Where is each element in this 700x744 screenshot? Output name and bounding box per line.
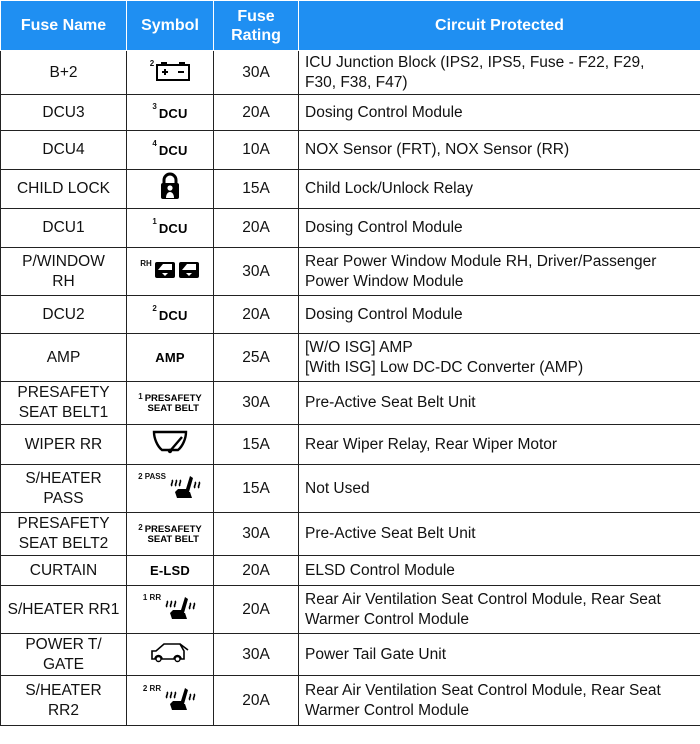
circuit-text: Pre-Active Seat Belt Unit xyxy=(305,394,476,411)
fuse-name-text: AMP xyxy=(46,348,81,366)
symbol-cell xyxy=(127,586,214,634)
battery-icon xyxy=(156,61,190,87)
power-tailgate-icon xyxy=(149,640,191,670)
fuse-name-cell xyxy=(1,248,127,296)
fuse-rating-cell: 15A xyxy=(214,425,299,465)
fuse-rating-cell: 20A xyxy=(214,209,299,248)
table-row xyxy=(1,296,700,334)
fuse-name-text: CURTAIN xyxy=(29,561,98,579)
fuse-name-text: DCU2 xyxy=(42,305,85,323)
fuse-rating-cell: 25A xyxy=(214,334,299,382)
table-row xyxy=(1,513,700,556)
symbol-text: SEAT BELT xyxy=(147,534,199,545)
circuit-protected-cell xyxy=(299,334,700,382)
fuse-name-cell xyxy=(1,131,127,170)
fuse-rating-cell: 15A xyxy=(214,170,299,209)
rear-wiper-icon xyxy=(151,429,189,461)
circuit-text: ICU Junction Block (IPS2, IPS5, Fuse - F22, F29, xyxy=(305,53,645,71)
symbol-number: 1 xyxy=(138,392,143,401)
table-row xyxy=(1,95,700,131)
circuit-text: [W/O ISG] AMP xyxy=(305,338,413,356)
table-row xyxy=(1,634,700,676)
symbol-number: 1 RR xyxy=(142,592,162,602)
fuse-rating-cell: 20A xyxy=(214,586,299,634)
fuse-name-cell xyxy=(1,95,127,131)
circuit-protected-cell xyxy=(299,676,700,726)
table-row xyxy=(1,382,700,425)
circuit-protected-cell xyxy=(299,51,700,95)
symbol-number: 2 PASS xyxy=(138,471,166,481)
fuse-name-cell xyxy=(1,634,127,676)
circuit-text: Power Window Module xyxy=(305,272,464,290)
symbol-cell xyxy=(127,209,214,248)
fuse-rating-cell: 30A xyxy=(214,248,299,296)
fuse-name-text: RH xyxy=(52,272,75,290)
symbol-cell xyxy=(127,296,214,334)
symbol-cell xyxy=(127,513,214,556)
fuse-rating-cell: 30A xyxy=(214,513,299,556)
table-row xyxy=(1,676,700,726)
fuse-rating-cell: 10A xyxy=(214,131,299,170)
fuse-name-cell xyxy=(1,51,127,95)
fuse-rating-cell: 20A xyxy=(214,676,299,726)
fuse-name-text: PRESAFETY xyxy=(17,515,110,532)
fuse-name-text: DCU1 xyxy=(42,219,85,236)
circuit-text: Rear Power Window Module RH, Driver/Passenger xyxy=(305,252,657,270)
circuit-protected-cell xyxy=(299,586,700,634)
circuit-text: [With ISG] Low DC-DC Converter (AMP) xyxy=(305,358,584,376)
circuit-protected-cell xyxy=(299,425,700,465)
circuit-protected-cell xyxy=(299,513,700,556)
fuse-rating-cell: 30A xyxy=(214,51,299,95)
circuit-text: Power Tail Gate Unit xyxy=(305,645,446,663)
circuit-protected-cell xyxy=(299,95,700,131)
circuit-protected-cell xyxy=(299,382,700,425)
symbol-text: AMP xyxy=(155,349,185,365)
fuse-name-cell xyxy=(1,382,127,425)
fuse-name-text: S/HEATER xyxy=(25,681,102,699)
symbol-text: DCU xyxy=(158,105,188,121)
circuit-text: Not Used xyxy=(305,479,370,497)
circuit-text: Rear Wiper Relay, Rear Wiper Motor xyxy=(305,435,558,453)
circuit-protected-cell xyxy=(299,296,700,334)
circuit-text: Rear Air Ventilation Seat Control Module, Rear Seat xyxy=(305,590,661,608)
symbol-cell xyxy=(127,634,214,676)
child-lock-icon xyxy=(160,172,180,206)
table-row xyxy=(1,51,700,95)
fuse-name-text: WIPER RR xyxy=(24,435,103,453)
circuit-protected-cell xyxy=(299,634,700,676)
table-row xyxy=(1,131,700,170)
symbol-cell xyxy=(127,382,214,425)
symbol-cell xyxy=(127,556,214,586)
fuse-name-text: PASS xyxy=(43,489,84,507)
fuse-rating-cell: 30A xyxy=(214,382,299,425)
seat-heater-icon xyxy=(163,595,197,627)
circuit-protected-cell xyxy=(299,248,700,296)
symbol-cell xyxy=(127,676,214,726)
symbol-cell xyxy=(127,248,214,296)
circuit-text: Dosing Control Module xyxy=(305,219,463,236)
circuit-text: Dosing Control Module xyxy=(305,103,463,121)
circuit-text: Rear Air Ventilation Seat Control Module, Rear Seat xyxy=(305,681,661,699)
fuse-rating-cell: 20A xyxy=(214,296,299,334)
table-row xyxy=(1,586,700,634)
fuse-name-text: POWER T/ xyxy=(25,635,102,653)
table-row xyxy=(1,209,700,248)
fuse-name-cell xyxy=(1,425,127,465)
fuse-name-text: RR2 xyxy=(47,701,79,719)
symbol-number: 3 xyxy=(152,101,157,111)
symbol-cell xyxy=(127,51,214,95)
symbol-text: DCU xyxy=(158,307,188,323)
header-fuse-rating-line2: Rating xyxy=(231,26,281,44)
header-fuse-rating-line1: Fuse xyxy=(237,7,275,25)
symbol-number: 2 xyxy=(149,58,155,68)
fuse-name-text: CHILD LOCK xyxy=(16,180,111,197)
symbol-number: 4 xyxy=(152,139,157,148)
symbol-text: PRESAFETY xyxy=(144,393,202,404)
circuit-text: ELSD Control Module xyxy=(305,561,455,579)
circuit-text: NOX Sensor (FRT), NOX Sensor (RR) xyxy=(305,141,570,158)
fuse-name-cell xyxy=(1,209,127,248)
fuse-name-cell xyxy=(1,556,127,586)
circuit-protected-cell xyxy=(299,131,700,170)
table-row xyxy=(1,170,700,209)
fuse-name-text: B+2 xyxy=(49,63,78,81)
circuit-text: F30, F38, F47) xyxy=(305,73,408,91)
header-symbol: Symbol xyxy=(127,1,214,51)
symbol-number: RH xyxy=(140,258,152,268)
header-row xyxy=(1,1,700,51)
fuse-name-cell xyxy=(1,586,127,634)
fuse-name-cell xyxy=(1,334,127,382)
fuse-name-text: PRESAFETY xyxy=(17,384,110,401)
fuse-rating-cell: 20A xyxy=(214,556,299,586)
circuit-text: Child Lock/Unlock Relay xyxy=(305,180,473,197)
symbol-cell xyxy=(127,425,214,465)
symbol-number: 2 xyxy=(152,303,157,313)
symbol-text: PRESAFETY xyxy=(144,524,202,535)
symbol-number: 1 xyxy=(152,217,157,226)
symbol-text: SEAT BELT xyxy=(147,403,199,414)
fuse-name-cell xyxy=(1,465,127,513)
header-fuse-rating xyxy=(214,1,299,51)
symbol-text: DCU xyxy=(158,143,188,158)
header-fuse-name: Fuse Name xyxy=(1,1,127,51)
symbol-number: 2 RR xyxy=(142,683,162,693)
symbol-cell xyxy=(127,131,214,170)
table-row xyxy=(1,556,700,586)
table-row xyxy=(1,248,700,296)
fuse-name-text: S/HEATER RR1 xyxy=(7,600,120,618)
header-circuit-protected: Circuit Protected xyxy=(299,1,700,51)
seat-heater-icon xyxy=(163,686,197,718)
circuit-text: Warmer Control Module xyxy=(305,610,469,628)
circuit-text: Warmer Control Module xyxy=(305,701,469,719)
circuit-protected-cell xyxy=(299,209,700,248)
fuse-rating-cell: 30A xyxy=(214,634,299,676)
circuit-text: Pre-Active Seat Belt Unit xyxy=(305,525,476,542)
fuse-name-cell xyxy=(1,513,127,556)
fuse-name-cell xyxy=(1,170,127,209)
symbol-text: E-LSD xyxy=(150,562,190,578)
fuse-name-cell xyxy=(1,296,127,334)
fuse-name-text: SEAT BELT1 xyxy=(18,404,109,421)
symbol-text: DCU xyxy=(158,221,188,236)
circuit-text: Dosing Control Module xyxy=(305,305,463,323)
symbol-cell xyxy=(127,170,214,209)
symbol-cell xyxy=(127,465,214,513)
fuse-name-text: P/WINDOW xyxy=(22,252,105,270)
fuse-name-text: GATE xyxy=(42,655,85,673)
power-window-icon xyxy=(154,261,200,285)
fuse-rating-cell: 15A xyxy=(214,465,299,513)
seat-heater-icon xyxy=(168,474,202,506)
fuse-name-text: DCU4 xyxy=(42,141,85,158)
circuit-protected-cell xyxy=(299,170,700,209)
table-row xyxy=(1,334,700,382)
circuit-protected-cell xyxy=(299,465,700,513)
fuse-name-text: S/HEATER xyxy=(25,469,102,487)
fuse-rating-cell: 20A xyxy=(214,95,299,131)
table-row xyxy=(1,465,700,513)
symbol-number: 2 xyxy=(138,523,143,532)
table-row xyxy=(1,425,700,465)
symbol-cell xyxy=(127,334,214,382)
fuse-name-text: DCU3 xyxy=(42,103,85,121)
symbol-cell xyxy=(127,95,214,131)
circuit-protected-cell xyxy=(299,556,700,586)
fuse-name-cell xyxy=(1,676,127,726)
fuse-name-text: SEAT BELT2 xyxy=(18,535,109,552)
